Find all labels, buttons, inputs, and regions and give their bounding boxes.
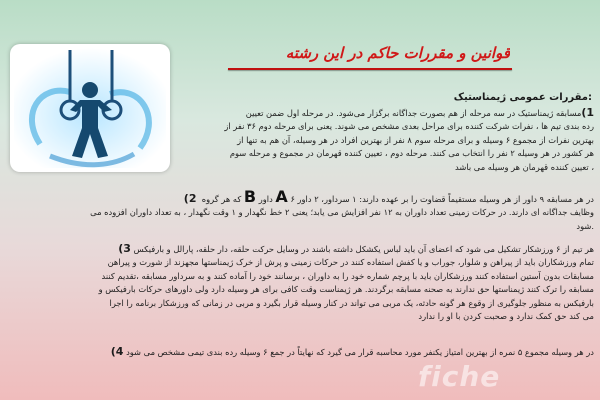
paragraph-1 — [8, 106, 594, 174]
paragraph-line: هر تیم از ۶ ورزشکار تشکیل می شود که اعضای آن باید لباس یکشکل داشته باشند در وسایل حرکت حلقه، دار حلقه، پارالل و بارفیکس 3) — [118, 242, 594, 255]
paragraph-line: مسابقه را ترک کنند ژیمناستها حق ندارند به صحنه مسابقه برگردند. هر ژیمناست وقت کافی برای هر وسیله دارد ولی داورهای حرکات بارفیکس و — [98, 284, 594, 295]
watermark: fiche — [418, 360, 501, 393]
slide-title: قوانین و مقررات حاکم در این رشته — [285, 44, 510, 62]
paragraph-line: بارفیکس به منظور جلوگیری از وقوع هر گونه حادثه، یک مربی می تواند در کنار وسیله قرار بگیرد و مربی در زمانی که ورزشکار برنامه را اجرا — [109, 297, 594, 308]
paragraph-line: هر کشور در هر وسیله ۲ نفر را انتخاب می کنند. مرحله دوم ، تعیین کننده قهرمان در مجموع و مرحله سوم — [229, 148, 594, 159]
paragraph-line: رده بندی تیم ها ، نفرات شرکت کننده برای مراحل بعدی مشخص می شوند. یعنی برای مرحله دوم ۳۶ نفر از — [224, 121, 594, 132]
paragraph-number: 4) — [110, 345, 124, 358]
paragraph-line: 1)مسابقه ژیمناستیک در سه مرحله از هم بصورت جداگانه برگزار می‌شود. در مرحله اول ضمن تعیین — [245, 106, 594, 119]
paragraph-4 — [8, 345, 594, 359]
paragraph-3 — [8, 242, 594, 323]
judge-group-a: A — [275, 190, 288, 206]
section-heading: :مقررات عمومی ژیمناستیک — [453, 92, 592, 103]
judge-group-b: B — [243, 190, 257, 206]
paragraph-line: در هر مسابقه ۹ داور از هر وسیله مستقیماً قضاوت را بر عهده دارند: ۱ سرداور، ۲ داور A ۶ داور B که هر گروه 2) — [8, 190, 594, 206]
paragraph-line: .شود — [576, 220, 594, 231]
paragraph-number: 2) — [183, 192, 197, 205]
paragraph-2 — [8, 190, 594, 233]
paragraph-number: 3) — [118, 242, 131, 255]
title-underline — [228, 68, 512, 70]
paragraph-number: 1) — [581, 106, 594, 119]
paragraph-line: ، تعیین کننده قهرمان هر وسیله می باشد — [455, 161, 594, 172]
paragraph-line: می کند حق کمک ندارد و صحبت کردن با او را ندارد — [418, 311, 594, 322]
paragraph-line: تمام ورزشکاران باید از پیراهن و شلوار، جوراب و یا کفش استفاده کنند در حرکات زمینی و پرش از خرک ژیمناستها مجهزند از شورت و پیراهن — [107, 257, 594, 268]
paragraph-line: در هر وسیله مجموع ۵ نمره از بهترین امتیاز یکنفر مورد محاسبه قرار می گیرد که نهایتاً در جمع ۶ وسیله رده بندی تیمی مشخص می شود 4) — [110, 345, 594, 358]
paragraph-line: وظایف جداگانه ای دارند. در حرکات زمینی تعداد داوران به ۱۲ نفر افزایش می یابد؛ یعنی ۲ خط نگهدار و ۱ وقت نگهدار ، به تعداد داوران افزوده می — [90, 207, 594, 218]
paragraph-line: بهترین نفرات از مجموع ۶ وسیله و برای مرحله سوم ۸ نفر از بهترین افراد در هر وسیله، آن هم به تنها از — [237, 134, 594, 145]
paragraph-line: مسابقات بدون آستین استفاده کنند ورزشکاران باید با پرچم شماره خود را به داوران ، برسانند خود را آماده کنند و به سرداور مسابقه ،تقدیم کنند — [101, 270, 594, 281]
